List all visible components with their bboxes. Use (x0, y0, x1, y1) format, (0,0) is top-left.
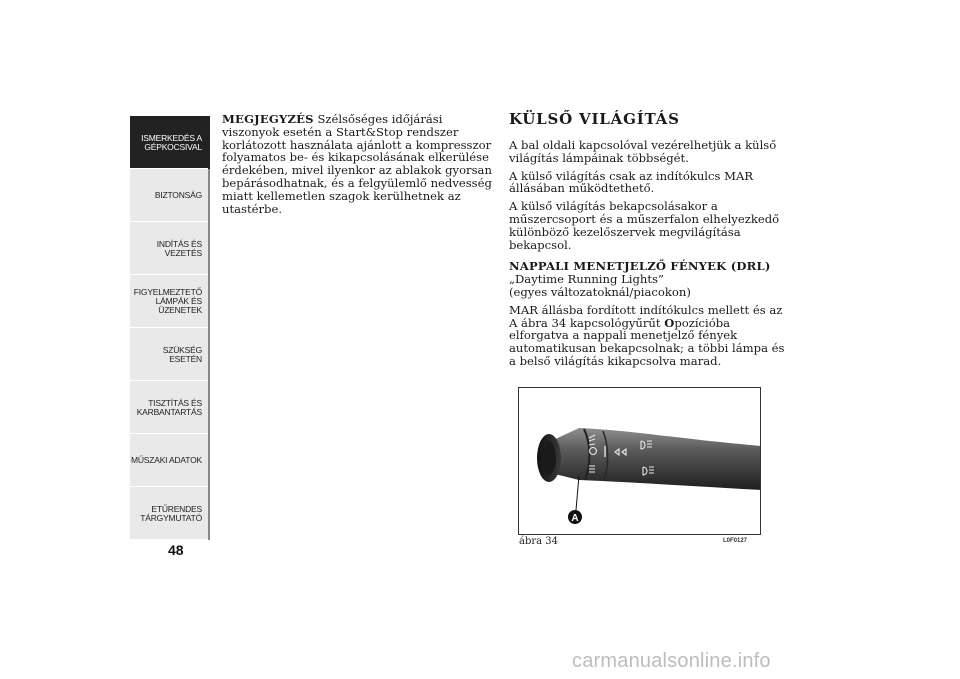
note-text: Szélsőséges időjárási viszonyok esetén a Start&Stop rendszer korlátozott használata ajánlott a kompresszor folyamatos be- és kikapcsolásának elkerülése érdekében, mivel ilyenkor az ablakok gyorsan bepárásodhatnak, és a felgyülemlő nedvesség miatt kellemetlen szagok kerülhetnek az utastérbe. (222, 112, 492, 216)
note-label: MEGJEGYZÉS (222, 112, 314, 126)
figure-code: L0F0127 (723, 538, 748, 544)
tab-figyelmezteto[interactable]: FIGYELMEZTETŐ LÁMPÁK ÉS ÜZENETEK (130, 275, 210, 328)
drl-text: MAR állásba fordított indítókulcs mellett és az A ábra 34 kapcsológyűrűt Opozícióba elforgatva a nappali menetjelző fények automatikusan bekapcsolnak; a többi lámpa és a belső világítás kikapcsolva marad. (509, 302, 785, 368)
page-number: 48 (168, 542, 184, 558)
section-title: KÜLSŐ VILÁGÍTÁS (509, 110, 680, 128)
callout-line (576, 476, 579, 510)
paragraph: A bal oldali kapcsolóval vezérelhetjük a külső világítás lámpáinak többségét. (509, 138, 777, 165)
position-o: O (664, 315, 675, 330)
stalk-end-cap (542, 441, 556, 475)
tab-inditas[interactable]: INDÍTÁS ÉS VEZETÉS (130, 222, 210, 275)
tab-tisztitas[interactable]: TISZTÍTÁS ÉS KARBANTARTÁS (130, 381, 210, 434)
chapter-tabs (130, 116, 210, 540)
tab-ismerkedes[interactable]: ISMERKEDÉS A GÉPKOCSIVAL (130, 116, 210, 169)
light-stalk-image (519, 388, 761, 535)
note-block (222, 113, 497, 215)
figure-caption: ábra 34 (519, 536, 559, 547)
stalk-illustration (518, 387, 761, 535)
callout-a-label: A (571, 513, 579, 524)
exterior-lighting-section (509, 110, 789, 373)
paragraph: A külső világítás csak az indítókulcs MAR állásában működtethető. (509, 168, 754, 196)
paragraph: A külső világítás bekapcsolásakor a műszercsoport és a műszerfalon elhelyezkedő különböző kezelőszervek megvilágítása bekapcsol. (509, 199, 780, 252)
tab-muszaki[interactable]: MŰSZAKI ADATOK (130, 434, 210, 487)
drl-title: NAPPALI MENETJELZŐ FÉNYEK (DRL) (509, 259, 771, 274)
tab-targymutato[interactable]: ETŰRENDES TÁRGYMUTATÓ (130, 487, 210, 540)
tab-szukseg[interactable]: SZÜKSÉG ESETÉN (130, 328, 210, 381)
tab-biztonsag[interactable]: BIZTONSÁG (130, 169, 210, 222)
stalk-body (547, 428, 761, 490)
drl-subtitle: „Daytime Running Lights” (509, 272, 664, 287)
drl-note: (egyes változatoknál/piacokon) (509, 284, 691, 299)
watermark-footer: carmanualsonline.info (572, 650, 771, 672)
